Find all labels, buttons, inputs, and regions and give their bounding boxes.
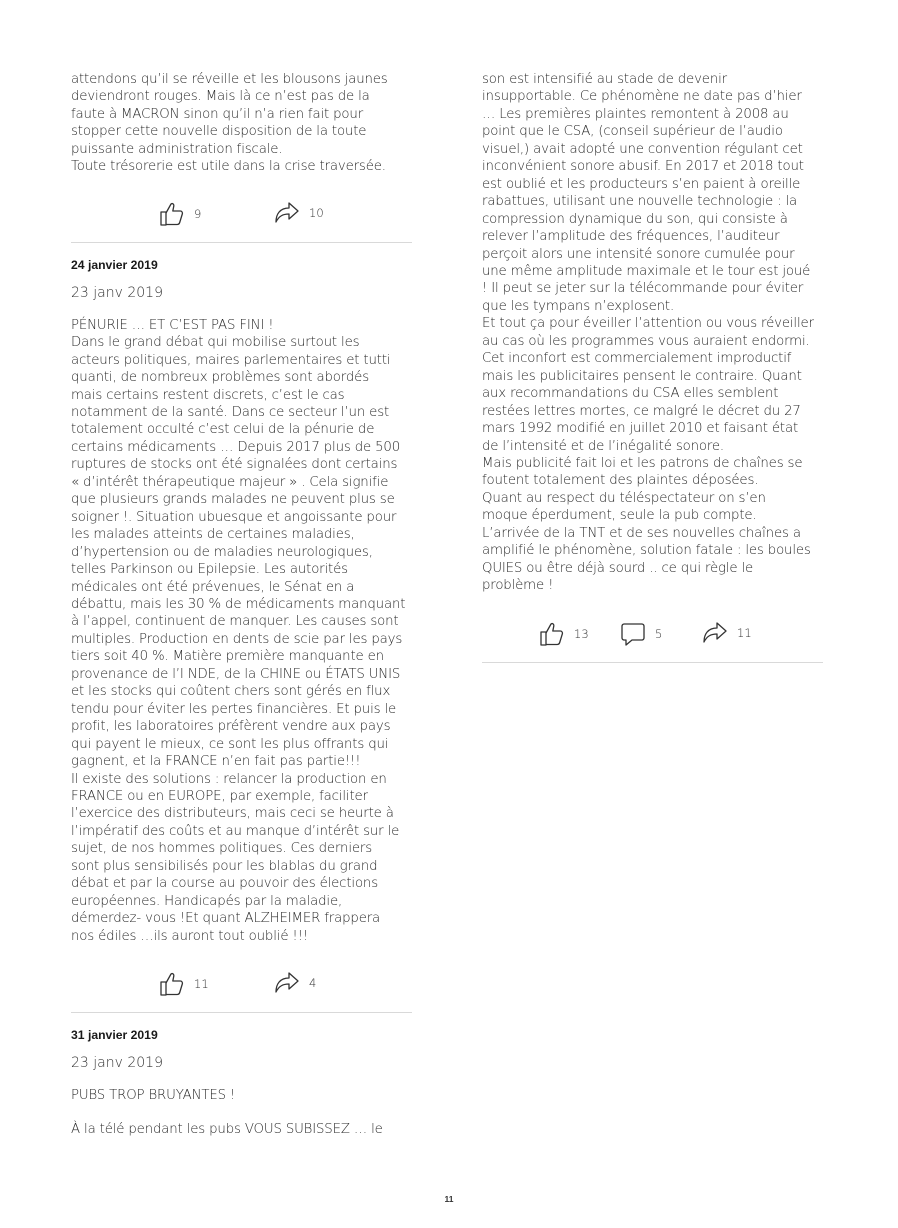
post-actions [71,971,412,1005]
share-button[interactable] [702,621,752,645]
like-button[interactable] [159,201,201,227]
post-date-header: 24 janvier 2019 [71,257,158,272]
post-date-header: 31 janvier 2019 [71,1028,158,1043]
like-count: 9 [194,206,202,221]
post-text: attendons qu’il se réveille et les blousons jaunes deviendront rouges. Mais là ce n’est pas de la faute à MACRON sinon qu’il n’a rien fait pour stopper cette nouvelle disposition de la toute puissante administration fiscale. Toute trésorerie est utile dans la crise traversée. [71,72,388,175]
divider [482,662,823,663]
divider [71,242,412,243]
share-count: 10 [309,205,324,220]
comment-bubble-icon [620,621,646,647]
thumbs-up-icon [159,971,185,997]
post-date: 23 janv 2019 [71,1055,163,1072]
comment-button[interactable] [620,621,662,647]
comment-count: 5 [655,626,663,641]
share-arrow-icon [274,971,300,995]
share-arrow-icon [274,201,300,225]
like-count: 13 [574,626,589,641]
post-title: PUBS TROP BRUYANTES ! [71,1088,236,1104]
right-column [482,71,823,663]
post-text: À la télé pendant les pubs VOUS SUBISSEZ … le [71,1122,383,1138]
like-button[interactable] [539,621,589,647]
thumbs-up-icon [539,621,565,647]
divider [71,1012,412,1013]
share-arrow-icon [702,621,728,645]
left-column [71,71,412,1139]
share-button[interactable] [274,971,316,995]
share-button[interactable] [274,201,324,225]
post-text: PÉNURIE … ET C’EST PAS FINI ! Dans le grand débat qui mobilise surtout les acteurs politiques, maires parlementaires et tutti quanti, de nombreux problèmes sont abordés mais certains restent discrets, c’est le cas notamment de la santé. Dans ce secteur l’un est totalement occulté c’est celui de la pénurie de certains médicaments … Depuis 2017 plus de 500 ruptures de stocks ont été signalées dont certains « d’intérêt thérapeutique majeur » . Cela signifie que plusieurs grands malades ne peuvent plus se soigner !. Situation ubuesque et angoissante pour les malades atteints de certaines maladies, d’hypertension ou de maladies neurologiques, telles Parkinson ou Epilepsie. Les autorités médicales ont été prévenues, le Sénat en a débattu, mais les 30 % de médicaments manquant à l’appel, continuent de manquer. Les causes sont multiples. Production en dents de scie par les pays tiers soit 40 %. Matière première manquante en provenance de l’I NDE, de la CHINE ou ÉTATS UNIS et les stocks qui coûtent chers sont gérés en flux tendu pour éviter les pertes financières. Et puis le profit, les laboratoires préfèrent vendre aux pays qui payent le mieux, ce sont les plus offrants qui gagnent, et la FRANCE n’en fait pas partie!!! Il existe des solutions : relancer la production en FRANCE ou en EUROPE, par exemple, faciliter l’exercice des distributeurs, mais ceci se heurte à l’impératif des coûts et au manque d’intérêt sur le sujet, de nos hommes politiques. Ces derniers sont plus sensibilisés pour les blablas du grand débat et par la course au pouvoir des élections européennes. Handicapés par la maladie, démerdez- vous !Et quant ALZHEIMER frappera nos édiles …ils auront tout oublié !!! [71,317,406,944]
post-text: son est intensifié au stade de devenir insupportable. Ce phénomène ne date pas d’hier … Les premières plaintes remontent à 2008 au point que le CSA, (conseil supérieur de l’audio visuel,) avait adopté une convention régulant cet inconvénient sonore abusif. En 2017 et 2018 tout est oublié et les producteurs s’en paient à oreille rabattues, utilisant une nouvelle technologie : la compression dynamique du son, qui consiste à relever l’amplitude des fréquences, l’auditeur perçoit alors une intensité sonore cumulée pour une même amplitude maximale et le tour est joué ! Il peut se jeter sur la télécommande pour éviter que les tympans n’explosent. Et tout ça pour éveiller l’attention ou vous réveiller au cas où les programmes vous auraient endormi. Cet inconfort est commercialement improductif mais les publicitaires pensent le contraire. Quant aux recommandations du CSA elles semblent restées lettres mortes, ce malgré le décret du 27 mars 1992 modifié en juillet 2010 et faisant état de l’intensité et de l’inégalité sonore. Mais publicité fait loi et les patrons de chaînes se foutent totalement des plaintes déposées. Quant au respect du téléspectateur on s’en moque éperdument, seule la pub compte. L’arrivée de la TNT et de ses nouvelles chaînes a amplifié le phénomène, solution fatale : les boules QUIES ou être déjà sourd .. ce qui règle le problème ! [482,72,814,594]
like-button[interactable] [159,971,209,997]
thumbs-up-icon [159,201,185,227]
post-actions [482,621,823,655]
share-count: 11 [737,625,752,640]
page-number: 11 [444,1194,454,1204]
share-count: 4 [309,976,317,991]
post-actions [71,201,412,235]
post-date: 23 janv 2019 [71,284,163,301]
like-count: 11 [194,977,209,992]
